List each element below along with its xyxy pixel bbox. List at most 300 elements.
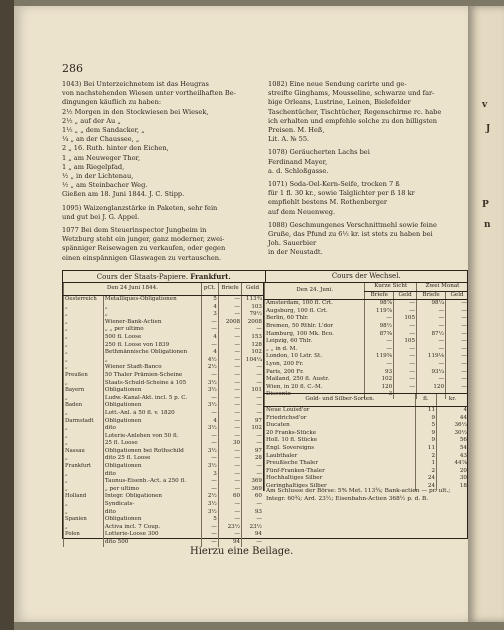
table-cell-name: Fünf-Franken-Thaler: [265, 468, 416, 476]
table-cell-place: „: [64, 471, 104, 479]
table-cell-kb: —: [365, 315, 394, 323]
table-row: [64, 440, 264, 448]
table-cell-name: Taunus-Eisenb.-Act. à 250 fl.: [103, 478, 201, 486]
advert-line: 1071) Soda-Oel-Kern-Seife, trocken 7 ß: [268, 180, 400, 189]
table-cell-zb: 93¼: [417, 369, 446, 377]
table-cell-pct: —: [201, 486, 218, 494]
column-header: kr.: [437, 394, 468, 407]
table-cell-name: Obligationen: [103, 516, 201, 524]
table-cell-place: „: [64, 380, 104, 388]
table-cell-brief: —: [218, 372, 241, 380]
table-cell-kg: —: [394, 308, 417, 316]
table-cell-zg: —: [446, 338, 468, 346]
table-cell-geld: 102: [242, 349, 263, 357]
table-row: [265, 376, 469, 384]
table-cell-geld: —: [242, 326, 263, 334]
city-header: Frankfurt.: [190, 272, 231, 281]
table-row: [64, 349, 264, 357]
advert-line: streifte Ginghams, Mousseline, schwarze und far-: [268, 89, 435, 98]
table-cell-fl: 9: [415, 430, 436, 438]
tables-header: [63, 271, 467, 283]
table-cell-place: „: [64, 509, 104, 517]
table-cell-pct: 3: [201, 471, 218, 479]
table-cell-zg: —: [446, 391, 468, 399]
table-cell-geld: —: [242, 440, 263, 448]
table-row: [64, 531, 264, 539]
advert-line: 2½ „ auf der Au „: [62, 116, 121, 125]
table-cell-name: Activa incl. 7 Coup.: [103, 524, 201, 532]
table-cell-brief: —: [218, 448, 241, 456]
table-cell-kg: —: [394, 300, 417, 308]
advert-line: in der Neustadt.: [268, 248, 323, 257]
table-cell-place: „: [64, 395, 104, 403]
table-cell-name: Engl. Sovereigns: [265, 445, 416, 453]
advert-line: 1½ „ „ dem Sandacker, „: [62, 126, 145, 135]
table-cell-geld: —: [242, 402, 263, 410]
table-row: [265, 300, 469, 308]
table-cell-name: 250 fl. Loose von 1839: [103, 342, 201, 350]
table-row: [265, 353, 469, 361]
group-header: Zwei Monat: [417, 283, 468, 291]
advert-line: Lit. A. № 55.: [268, 135, 310, 144]
table-cell-name: dito: [103, 425, 201, 433]
advert-line: Joh. Sauerbier: [268, 239, 317, 248]
table-cell-geld: 101: [242, 387, 263, 395]
table-cell-place: „: [64, 486, 104, 494]
next-page-fragment: J: [486, 124, 491, 134]
table-cell-geld: 2008: [242, 319, 263, 327]
table-cell-kb: 98⅞: [365, 300, 394, 308]
advert-line: von nachstehenden Wiesen unter vortheilhaften Be-: [62, 89, 236, 98]
advert-line: empfiehlt bestens M. Rothenberger: [268, 198, 388, 207]
table-row: [265, 407, 469, 415]
table-cell-geld: —: [242, 364, 263, 372]
table-cell-place: Frankfurt: [64, 463, 104, 471]
table-cell-fl: 5: [415, 422, 436, 430]
table-cell-place: „: [64, 455, 104, 463]
table-cell-geld: 104¼: [242, 357, 263, 365]
next-page-fragment: v: [482, 100, 488, 110]
table-cell-name: Hochhaltiges Silber: [265, 475, 416, 483]
stock-date: Den 24 Juni 1844.: [64, 283, 202, 296]
table-row: [265, 468, 469, 476]
table-cell-pct: —: [201, 433, 218, 441]
table-cell-brief: —: [218, 455, 241, 463]
table-cell-brief: —: [218, 486, 241, 494]
table-cell-kb: 93: [365, 369, 394, 377]
table-cell-fl: 24: [415, 475, 436, 483]
advert-1095: [62, 204, 258, 222]
next-page-edge: [468, 6, 504, 622]
table-cell-geld: —: [242, 372, 263, 380]
table-cell-pct: 3½: [201, 501, 218, 509]
table-cell-kg: —: [394, 384, 417, 392]
table-row: [265, 430, 469, 438]
table-cell-geld: —: [242, 516, 263, 524]
table-cell-zg: —: [446, 376, 468, 384]
advert-line: Wetzburg steht ein junger, ganz moderner, zwei-: [62, 235, 225, 244]
table-cell-pct: —: [201, 539, 218, 547]
table-cell-zg: —: [446, 384, 468, 392]
advert-1088: [268, 221, 464, 258]
table-row: [64, 433, 264, 441]
table-cell-place: Polen: [64, 531, 104, 539]
page-number: 286: [62, 62, 83, 75]
table-cell-name: Holl. 10 fl. Stücke: [265, 437, 416, 445]
table-cell-place: Nassau: [64, 448, 104, 456]
column-header: pCt.: [201, 283, 218, 296]
table-cell-brief: —: [218, 516, 241, 524]
table-cell-pct: —: [201, 531, 218, 539]
table-cell-name: Loterie-Anlehen von 50 fl.: [103, 433, 201, 441]
table-cell-kr: 36½: [437, 422, 468, 430]
table-cell-name: 25 fl. Loose: [103, 440, 201, 448]
table-cell-kr: 44: [437, 415, 468, 423]
table-cell-geld: 93: [242, 509, 263, 517]
table-cell-place: „: [64, 357, 104, 365]
table-cell-name: Wiener Stadt-Banco: [103, 364, 201, 372]
table-cell-pct: —: [201, 455, 218, 463]
table-cell-kb: —: [365, 346, 394, 354]
table-cell-pct: 3: [201, 311, 218, 319]
table-cell-place: „: [64, 342, 104, 350]
table-cell-name: dito 25 fl. Loose: [103, 455, 201, 463]
table-cell-geld: 153: [242, 334, 263, 342]
table-cell-name: Neue Louisd'or: [265, 407, 416, 415]
table-cell-zb: —: [417, 391, 446, 399]
table-cell-name: Laubthaler: [265, 453, 416, 461]
advert-line: Preisen. M. Heß,: [268, 126, 325, 135]
table-cell-geld: —: [242, 471, 263, 479]
table-cell-pct: 4: [201, 418, 218, 426]
table-cell-brief: —: [218, 531, 241, 539]
table-cell-zg: —: [446, 369, 468, 377]
table-cell-brief: —: [218, 501, 241, 509]
table-row: [265, 415, 469, 423]
table-cell-brief: 94: [218, 539, 241, 547]
table-cell-brief: —: [218, 478, 241, 486]
column-header: Geld: [394, 291, 417, 300]
advert-line: Ferdinand Mayer,: [268, 157, 328, 166]
table-cell-brief: —: [218, 402, 241, 410]
advert-1078: [268, 148, 464, 176]
table-cell-geld: 102: [242, 425, 263, 433]
table-cell-kb: 120: [365, 384, 394, 392]
table-cell-kg: 105: [394, 315, 417, 323]
advert-line: ¼ „ an der Chaussee, „: [62, 135, 140, 144]
advert-1082: [268, 80, 464, 144]
table-row: [64, 372, 264, 380]
table-row: [265, 338, 469, 346]
table-cell-name: Augsburg, 100 fl. Crt.: [265, 308, 365, 316]
next-page-fragment: P: [482, 200, 489, 210]
table-row: [64, 296, 264, 304]
table-cell-brief: —: [218, 342, 241, 350]
table-cell-name: Hamburg, 100 Mk. Bco.: [265, 331, 365, 339]
table-cell-brief: 60: [218, 493, 241, 501]
table-cell-kr: 43: [437, 453, 468, 461]
table-cell-brief: —: [218, 387, 241, 395]
table-cell-name: Mailand, 250 fl. Austr.: [265, 376, 365, 384]
table-cell-kr: 30½: [437, 430, 468, 438]
stock-table: [63, 283, 263, 547]
table-row: [265, 361, 469, 369]
table-cell-name: Ducaten: [265, 422, 416, 430]
table-cell-name: Staats-Schuld-Scheine à 105: [103, 380, 201, 388]
table-cell-zb: —: [417, 315, 446, 323]
table-cell-geld: —: [242, 539, 263, 547]
table-cell-zb: 98¼: [417, 300, 446, 308]
table-row: [64, 311, 264, 319]
advert-line: 2 „ 16. Ruth. hinter den Eichen,: [62, 144, 169, 153]
advert-line: 1 „ am Riegelpfad,: [62, 162, 125, 171]
table-cell-zg: —: [446, 361, 468, 369]
table-row: [265, 315, 469, 323]
table-cell-pct: 2½: [201, 364, 218, 372]
table-cell-kb: —: [365, 361, 394, 369]
table-cell-fl: 2: [415, 468, 436, 476]
table-row: [64, 410, 264, 418]
table-cell-kr: 18: [437, 483, 468, 491]
column-header: Geld: [242, 283, 263, 296]
table-row: [265, 445, 469, 453]
table-cell-name: „: [103, 311, 201, 319]
table-cell-place: „: [64, 334, 104, 342]
table-cell-geld: —: [242, 395, 263, 403]
table-cell-place: „: [64, 478, 104, 486]
table-cell-place: „: [64, 433, 104, 441]
table-cell-name: Bremen, 50 Rthlr. L'dor: [265, 323, 365, 331]
table-cell-place: „: [64, 440, 104, 448]
advert-line: a. d. Schloßgasse.: [268, 166, 329, 175]
table-cell-name: Obligationen: [103, 418, 201, 426]
table-cell-zb: —: [417, 323, 446, 331]
table-cell-kb: 98½: [365, 323, 394, 331]
table-cell-name: Lyon, 200 Fr.: [265, 361, 365, 369]
table-cell-place: „: [64, 326, 104, 334]
table-row: [265, 346, 469, 354]
table-cell-pct: 4: [201, 349, 218, 357]
market-tables: [62, 270, 468, 545]
next-page-fragment: n: [484, 220, 491, 230]
table-cell-pct: —: [201, 410, 218, 418]
table-row: [265, 308, 469, 316]
table-cell-brief: —: [218, 311, 241, 319]
table-row: [265, 369, 469, 377]
table-cell-name: Bethmännische Obligationen: [103, 349, 201, 357]
table-row: [265, 323, 469, 331]
table-cell-place: Spanien: [64, 516, 104, 524]
table-cell-name: Obligationen bei Rothschild: [103, 448, 201, 456]
advert-line: einen einspännigen Glaswagen zu vertauschen.: [62, 253, 222, 262]
advert-line: ½ „ am Steinbacher Weg.: [62, 181, 148, 190]
table-cell-brief: —: [218, 380, 241, 388]
table-cell-place: Bayern: [64, 387, 104, 395]
table-row: [64, 364, 264, 372]
advert-line: 1077 Bei dem Steuerinspector Jungbeim in: [62, 226, 207, 235]
table-cell-brief: —: [218, 326, 241, 334]
table-cell-place: Darmstadt: [64, 418, 104, 426]
table-row: [265, 437, 469, 445]
table-row: [64, 326, 264, 334]
table-cell-name: Lott.-Anl. à 50 fl. v. 1820: [103, 410, 201, 418]
table-cell-kb: 102: [365, 376, 394, 384]
table-cell-geld: 97: [242, 448, 263, 456]
table-cell-pct: 3½: [201, 387, 218, 395]
advert-line: für 1 fl. 30 kr., sowie Talglichter per ß 18 kr: [268, 189, 415, 198]
table-cell-geld: 97: [242, 418, 263, 426]
table-cell-brief: —: [218, 357, 241, 365]
table-cell-name: 50 Thaler Prämien-Scheine: [103, 372, 201, 380]
table-cell-brief: 2008: [218, 319, 241, 327]
table-row: [64, 334, 264, 342]
table-cell-geld: 23½: [242, 524, 263, 532]
table-cell-brief: —: [218, 471, 241, 479]
table-cell-zb: —: [417, 338, 446, 346]
table-cell-pct: —: [201, 326, 218, 334]
exchange-date: Den 24. Juni.: [265, 283, 365, 300]
table-cell-geld: 113¾: [242, 296, 263, 304]
table-cell-geld: —: [242, 433, 263, 441]
table-cell-zg: —: [446, 323, 468, 331]
table-row: [64, 463, 264, 471]
table-cell-name: Wiener-Bank-Actien: [103, 319, 201, 327]
table-cell-kg: —: [394, 391, 417, 399]
table-cell-kr: 54: [437, 445, 468, 453]
table-cell-place: Preußen: [64, 372, 104, 380]
advert-line: bige Orleans, Lustrine, Leinen, Bielefelder: [268, 98, 411, 107]
table-cell-geld: —: [242, 501, 263, 509]
advert-line: 1043) Bei Unterzeichnetem ist das Heugras: [62, 80, 209, 88]
table-cell-kr: 44⅞: [437, 460, 468, 468]
advert-1077: [62, 226, 258, 263]
table-cell-geld: 369: [242, 486, 263, 494]
advert-line: 1 „ am Neuweger Thor,: [62, 153, 141, 162]
table-cell-brief: —: [218, 296, 241, 304]
table-cell-pct: —: [201, 395, 218, 403]
table-row: [64, 395, 264, 403]
advert-line: 1088) Geschmungenes Verschnittmehl sowie feine: [268, 220, 437, 229]
table-cell-zg: —: [446, 308, 468, 316]
table-cell-name: Leipzig, 60 Thlr.: [265, 338, 365, 346]
advert-line: auf dem Neuenweg.: [268, 207, 336, 216]
table-cell-zb: 120: [417, 384, 446, 392]
table-cell-pct: —: [201, 372, 218, 380]
table-cell-pct: 4: [201, 304, 218, 312]
advert-line: 1078) Geräucherten Lachs bei: [268, 148, 370, 157]
table-cell-name: „ „ per ultimo: [103, 326, 201, 334]
table-cell-fl: 9: [415, 437, 436, 445]
table-cell-pct: 4: [201, 334, 218, 342]
table-cell-kr: 30: [437, 475, 468, 483]
table-cell-name: Obligationen: [103, 402, 201, 410]
table-cell-place: „: [64, 364, 104, 372]
table-row: [265, 460, 469, 468]
table-cell-name: Paris, 200 Fr.: [265, 369, 365, 377]
table-cell-pct: 3½: [201, 402, 218, 410]
table-cell-kr: 20: [437, 468, 468, 476]
table-cell-name: Ludw.-Kanal-Akt. incl. 5 p. C.: [103, 395, 201, 403]
table-cell-zg: —: [446, 353, 468, 361]
table-cell-pct: —: [201, 319, 218, 327]
table-cell-kg: —: [394, 323, 417, 331]
table-cell-brief: —: [218, 410, 241, 418]
table-cell-place: „: [64, 425, 104, 433]
table-cell-geld: 79½: [242, 311, 263, 319]
table-cell-pct: —: [201, 440, 218, 448]
table-cell-pct: 3½: [201, 463, 218, 471]
column-header: Briefe: [417, 291, 446, 300]
advert-line: Gruße, das Pfund zu 6½ kr. ist stets zu haben bei: [268, 230, 433, 239]
exchange-closing-note: Am Schlusse der Börse: 5% Met. 113¾; Bank-actien — pr. ult.; Integr. 60¾; Ard. 23½; Eisenbahn-Actien 368½ p. d. B.: [266, 488, 451, 502]
table-cell-zb: —: [417, 346, 446, 354]
table-cell-place: „: [64, 524, 104, 532]
table-cell-name: dito: [103, 509, 201, 517]
table-cell-pct: 5: [201, 516, 218, 524]
table-cell-geld: —: [242, 410, 263, 418]
table-cell-kr: 4: [437, 407, 468, 415]
table-cell-place: Baden: [64, 402, 104, 410]
table-cell-geld: 94: [242, 531, 263, 539]
table-row: [64, 455, 264, 463]
table-row: [64, 478, 264, 486]
table-cell-pct: —: [201, 478, 218, 486]
table-cell-name: „ per ultimo: [103, 486, 201, 494]
table-cell-name: Metalliques-Obligationen: [103, 296, 201, 304]
table-cell-kg: —: [394, 353, 417, 361]
table-cell-geld: —: [242, 380, 263, 388]
table-cell-pct: 2½: [201, 493, 218, 501]
table-cell-brief: —: [218, 334, 241, 342]
table-cell-zb: —: [417, 308, 446, 316]
table-row: [265, 384, 469, 392]
advert-line: 1095) Waizenglanzstärke in Paketen, sehr fein: [62, 203, 218, 212]
table-cell-brief: —: [218, 304, 241, 312]
table-row: [64, 304, 264, 312]
table-cell-fl: 11: [415, 445, 436, 453]
table-row: [64, 402, 264, 410]
exchange-header: Cours der Wechsel.: [331, 272, 401, 280]
table-row: [265, 422, 469, 430]
table-cell-pct: 5: [201, 296, 218, 304]
table-row: [64, 387, 264, 395]
table-cell-place: „: [64, 501, 104, 509]
table-cell-kg: 105: [394, 338, 417, 346]
table-cell-fl: 9: [415, 415, 436, 423]
table-cell-name: Obligationen: [103, 387, 201, 395]
column-header: fl.: [415, 394, 436, 407]
table-cell-fl: 24: [415, 483, 436, 491]
table-row: [64, 319, 264, 327]
table-row: [64, 516, 264, 524]
advert-line: Gießen am 18. Juni 1844. J. C. Stipp.: [62, 190, 185, 199]
table-row: [64, 448, 264, 456]
table-row: [64, 418, 264, 426]
table-cell-name: Berlin, 60 Thlr.: [265, 315, 365, 323]
stock-header: Cours der Staats-Papiere.: [96, 273, 189, 281]
table-row: [64, 342, 264, 350]
table-cell-pct: 3½: [201, 380, 218, 388]
table-cell-brief: —: [218, 463, 241, 471]
table-cell-fl: 1: [415, 460, 436, 468]
table-cell-zb: 87½: [417, 331, 446, 339]
table-cell-geld: 60: [242, 493, 263, 501]
table-cell-name: Amsterdam, 100 fl. Crt.: [265, 300, 365, 308]
exchange-table: [263, 283, 468, 399]
table-cell-name: Disconto: [265, 391, 365, 399]
table-cell-brief: —: [218, 349, 241, 357]
column-header: Briefe: [218, 283, 241, 296]
